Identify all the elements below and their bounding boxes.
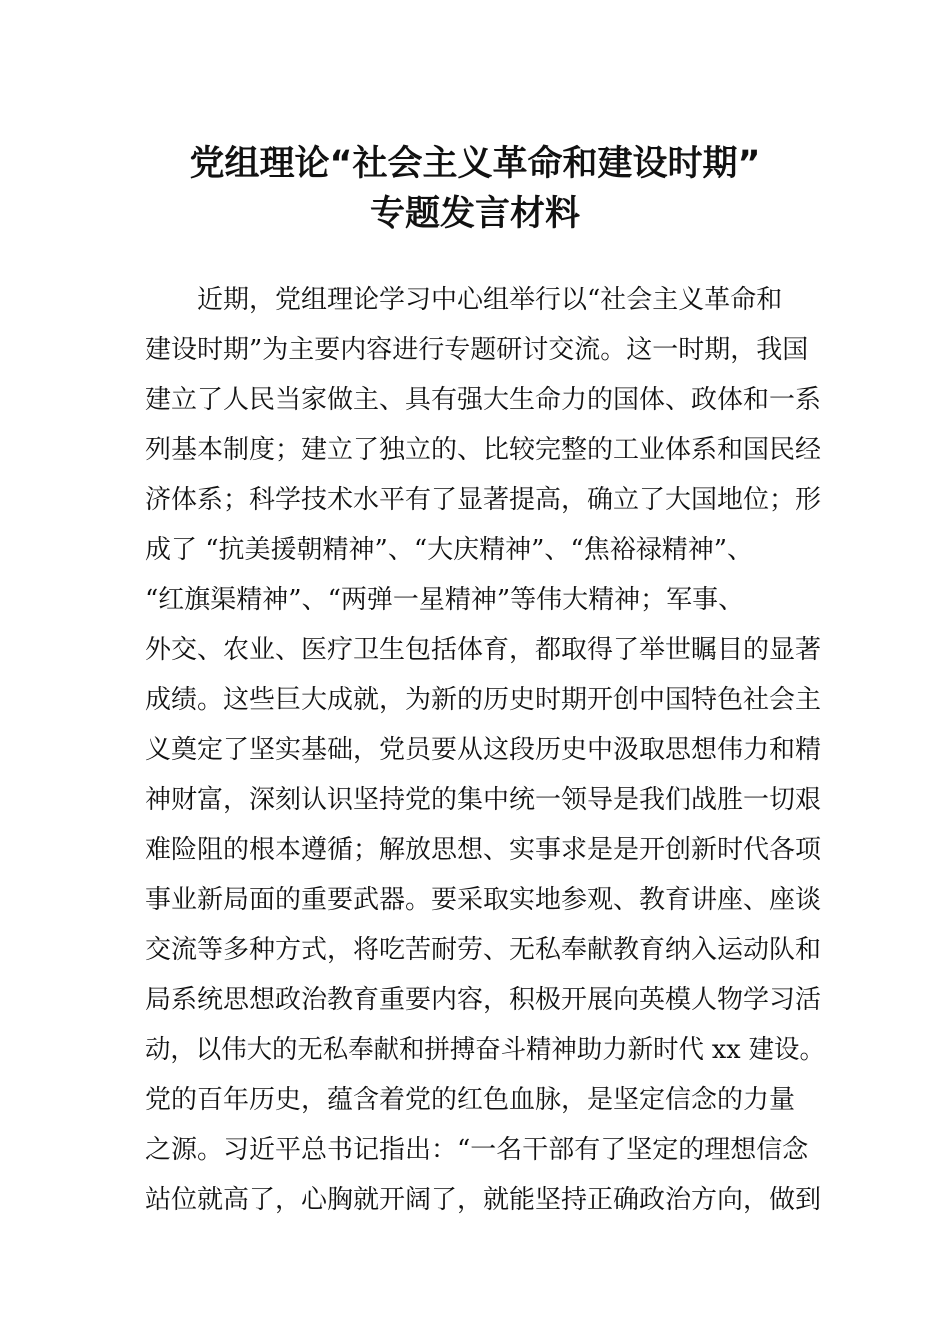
document-title-line-2: 专题发言材料: [369, 194, 580, 234]
body-line: 神财富，深刻认识坚持党的集中统一领导是我们战胜一切艰: [145, 785, 822, 815]
body-line: 列基本制度；建立了独立的、比较完整的工业体系和国民经: [145, 435, 822, 465]
body-line: 事业新局面的重要武器。要采取实地参观、教育讲座、座谈: [145, 885, 822, 915]
body-line: 党的百年历史，蕴含着党的红色血脉，是坚定信念的力量: [145, 1085, 796, 1115]
body-line: 交流等多种方式，将吃苦耐劳、无私奉献教育纳入运动队和: [145, 935, 822, 965]
body-line: 动，以伟大的无私奉献和拼搏奋斗精神助力新时代 xx 建设。: [145, 1035, 825, 1065]
body-line: 成绩。这些巨大成就，为新的历史时期开创中国特色社会主: [145, 685, 822, 715]
body-line: “红旗渠精神”、“两弹一星精神”等伟大精神；军事、: [145, 585, 745, 615]
body-line: 外交、农业、医疗卫生包括体育，都取得了举世瞩目的显著: [145, 635, 822, 665]
document-title-line-1: 党组理论“社会主义革命和建设时期”: [189, 144, 761, 184]
body-line: 近期，党组理论学习中心组举行以“社会主义革命和: [145, 285, 783, 315]
body-line: 难险阻的根本遵循；解放思想、实事求是是开创新时代各项: [145, 835, 822, 865]
body-line: 义奠定了坚实基础，党员要从这段历史中汲取思想伟力和精: [145, 735, 822, 765]
body-line: 之源。习近平总书记指出：“一名干部有了坚定的理想信念: [145, 1135, 809, 1165]
body-line: 成了 “抗美援朝精神”、“大庆精神”、“焦裕禄精神”、: [145, 535, 754, 565]
body-line: 局系统思想政治教育重要内容，积极开展向英模人物学习活: [145, 985, 822, 1015]
body-line: 济体系；科学技术水平有了显著提高，确立了大国地位；形: [145, 485, 822, 515]
body-line: 建设时期”为主要内容进行专题研讨交流。这一时期，我国: [145, 335, 809, 365]
body-line: 建立了人民当家做主、具有强大生命力的国体、政体和一系: [145, 385, 822, 415]
body-line: 站位就高了，心胸就开阔了，就能坚持正确政治方向，做到: [145, 1185, 822, 1215]
